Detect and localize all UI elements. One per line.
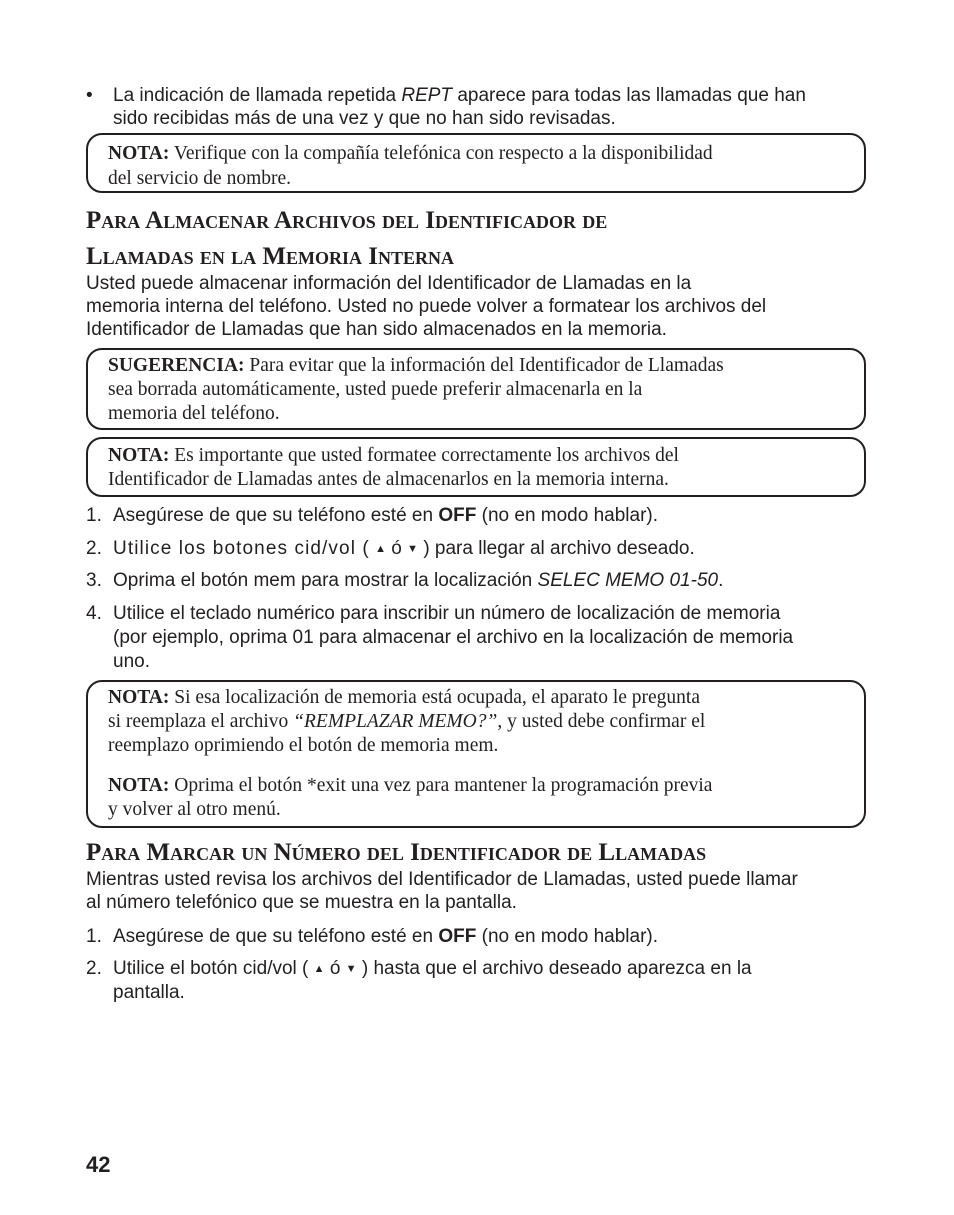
off-key: OFF <box>438 505 477 526</box>
arrow-down-icon: ▼ <box>345 963 357 975</box>
step-number: 4. <box>86 603 102 624</box>
step-4-line: uno. <box>113 651 150 672</box>
display-message: SELEC MEMO 01-50 <box>537 570 719 591</box>
step-number: 1. <box>86 505 102 526</box>
step-text: . <box>718 570 724 591</box>
arrow-up-icon: ▲ <box>375 543 387 555</box>
display-message: “REMPLAZAR MEMO?” <box>293 711 498 732</box>
step-text: (no en modo hablar). <box>476 926 659 947</box>
step-2 <box>113 537 695 561</box>
note-text: si reemplaza el archivo <box>108 711 294 732</box>
step-text: Asegúrese de que su teléfono esté en <box>113 926 439 947</box>
step-1 <box>113 925 658 948</box>
step-2 <box>113 957 752 981</box>
body-line: Mientras usted revisa los archivos del Identificador de Llamadas, usted puede llamar <box>86 869 798 890</box>
arrow-up-icon: ▲ <box>313 963 325 975</box>
note-line <box>108 686 700 710</box>
tip-line: sea borrada automáticamente, usted puede preferir almacenarla en la <box>108 379 643 400</box>
note-line: Identificador de Llamadas antes de almacenarlos en la memoria interna. <box>108 469 669 490</box>
bullet-line-1 <box>113 84 806 107</box>
note-label: NOTA: <box>108 143 170 164</box>
note-text: Es importante que usted formatee correctamente los archivos del <box>169 445 679 466</box>
section-heading-store: Para Almacenar Archivos del Identificador de <box>86 207 608 234</box>
note-text: Oprima el botón *exit una vez para mantener la programación previa <box>169 775 713 796</box>
section-heading-store-cont: Llamadas en la Memoria Interna <box>86 243 455 270</box>
body-line: Usted puede almacenar información del Identificador de Llamadas en la <box>86 273 692 294</box>
note-label: NOTA: <box>108 445 170 466</box>
bullet-text: La indicación de llamada repetida <box>113 85 402 106</box>
step-number: 2. <box>86 958 102 979</box>
step-text: ) para llegar al archivo deseado. <box>423 538 695 559</box>
step-text: (no en modo hablar). <box>476 505 659 526</box>
note-line <box>108 774 712 798</box>
step-text: ó <box>386 538 408 559</box>
note-text: , y usted debe confirmar el <box>497 711 706 732</box>
step-text: Utilice los botones cid/vol ( <box>113 538 370 559</box>
bullet-mark: • <box>86 85 93 106</box>
note-line: del servicio de nombre. <box>108 168 292 189</box>
note-line: reemplazo oprimiendo el botón de memoria mem. <box>108 735 499 756</box>
step-number: 2. <box>86 538 102 559</box>
step-text: ) hasta que el archivo deseado aparezca en la <box>361 958 752 979</box>
page-number: 42 <box>86 1152 111 1177</box>
note-line: y volver al otro menú. <box>108 799 281 820</box>
section-heading-dial: Para Marcar un Número del Identificador de Llamadas <box>86 839 707 866</box>
note-text: Si esa localización de memoria está ocupada, el aparato le pregunta <box>169 687 700 708</box>
tip-line: memoria del teléfono. <box>108 403 280 424</box>
step-3 <box>113 569 723 592</box>
step-number: 3. <box>86 570 102 591</box>
note-text: Verifique con la compañía telefónica con respecto a la disponibilidad <box>169 143 713 164</box>
step-text: Asegúrese de que su teléfono esté en <box>113 505 439 526</box>
note-line <box>108 710 705 734</box>
step-4-line: (por ejemplo, oprima 01 para almacenar el archivo en la localización de memoria <box>113 627 794 648</box>
tip-label: SUGERENCIA: <box>108 355 245 376</box>
step-text: Oprima el botón mem para mostrar la localización <box>113 570 538 591</box>
arrow-down-icon: ▼ <box>407 543 419 555</box>
note-label: NOTA: <box>108 775 170 796</box>
note-line <box>108 142 713 166</box>
note-line <box>108 444 679 468</box>
body-line: al número telefónico que se muestra en la pantalla. <box>86 892 517 913</box>
tip-line <box>108 354 724 378</box>
step-text: Utilice el botón cid/vol ( <box>113 958 309 979</box>
note-label: NOTA: <box>108 687 170 708</box>
step-4-line: Utilice el teclado numérico para inscribir un número de localización de memoria <box>113 603 781 624</box>
bullet-text: aparece para todas las llamadas que han <box>452 85 806 106</box>
step-2-line: pantalla. <box>113 982 185 1003</box>
bullet-line-2: sido recibidas más de una vez y que no han sido revisadas. <box>113 108 616 129</box>
step-number: 1. <box>86 926 102 947</box>
step-text: ó <box>324 958 346 979</box>
body-line: memoria interna del teléfono. Usted no puede volver a formatear los archivos del <box>86 296 767 317</box>
off-key: OFF <box>438 926 477 947</box>
step-1 <box>113 504 658 527</box>
body-line: Identificador de Llamadas que han sido almacenados en la memoria. <box>86 319 667 340</box>
rept-indicator: REPT <box>401 85 453 106</box>
tip-text-span: Para evitar que la información del Identificador de Llamadas <box>244 355 724 376</box>
